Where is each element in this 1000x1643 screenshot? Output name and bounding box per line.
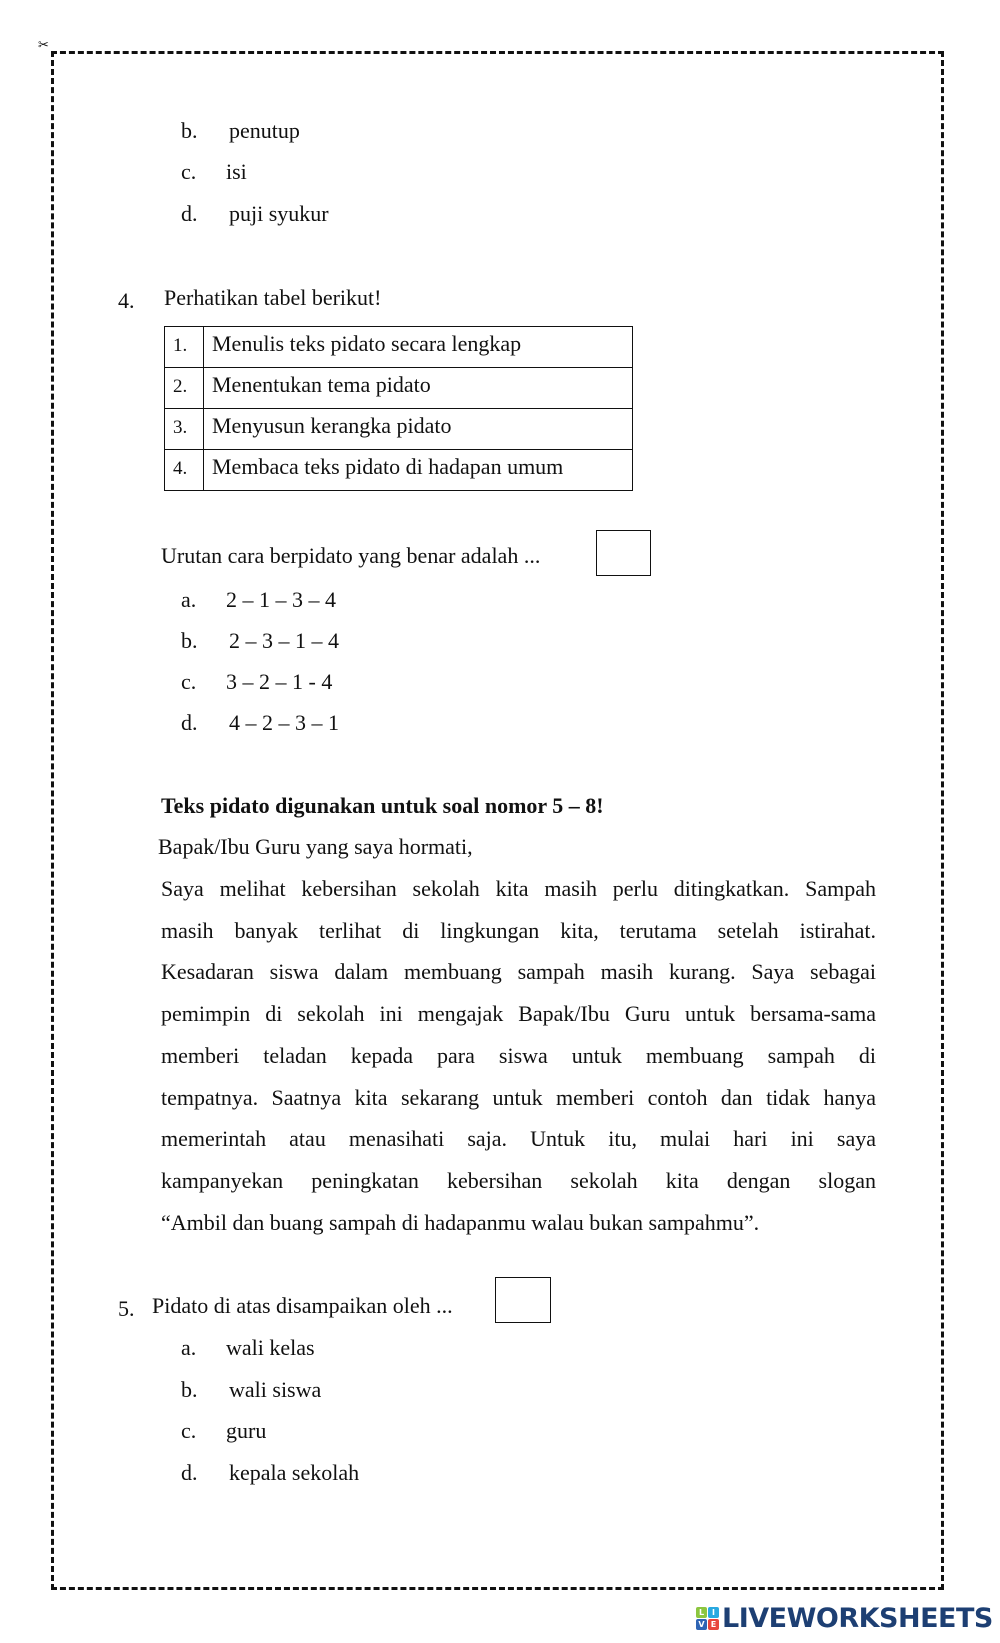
q5-option-d-text: kepala sekolah	[229, 1460, 360, 1485]
passage-line: Kesadaran siswa dalam membuang sampah masih kurang. Saya sebagai	[161, 959, 876, 985]
q4-number: 4.	[118, 288, 135, 313]
q3-option-b-text: penutup	[229, 118, 300, 143]
q4-option-c-text: 3 – 2 – 1 - 4	[226, 669, 333, 694]
step-number: 2.	[165, 368, 204, 409]
q5-option-c-text: guru	[226, 1418, 267, 1443]
q4-option-a-text: 2 – 1 – 3 – 4	[226, 587, 336, 612]
q3-option-d-text: puji syukur	[229, 201, 329, 226]
q4-prompt: Perhatikan tabel berikut!	[164, 285, 382, 310]
scissors-icon: ✂	[38, 37, 49, 52]
q5-option-a-text: wali kelas	[226, 1335, 315, 1360]
q4-answer-input[interactable]	[596, 530, 651, 576]
passage-line: kampanyekan peningkatan kebersihan sekolah kita dengan slogan	[161, 1167, 876, 1193]
q5-option-b-text: wali siswa	[229, 1377, 322, 1402]
q3-option-b-letter: b.	[181, 118, 198, 143]
table-row	[165, 368, 633, 409]
q3-option-c-letter: c.	[181, 159, 197, 184]
logo-tile: V	[696, 1619, 707, 1630]
step-text: Membaca teks pidato di hadapan umum	[204, 450, 633, 491]
q5-answer-input[interactable]	[495, 1277, 551, 1323]
q3-option-c-text: isi	[226, 159, 247, 184]
logo-tile: E	[708, 1619, 719, 1630]
passage-line: memberi teladan kepada para siswa untuk membuang sampah di	[161, 1042, 876, 1068]
q5-option-b-letter: b.	[181, 1377, 198, 1402]
q5-number: 5.	[118, 1296, 135, 1321]
logo-tile: I	[708, 1607, 719, 1618]
passage-line: Saya melihat kebersihan sekolah kita masih perlu ditingkatkan. Sampah	[161, 876, 876, 901]
step-text: Menyusun kerangka pidato	[204, 409, 633, 450]
q3-option-d-letter: d.	[181, 201, 198, 226]
q4-option-d-letter: d.	[181, 710, 198, 735]
step-number: 3.	[165, 409, 204, 450]
liveworksheets-logo	[696, 1605, 993, 1632]
passage-greeting: Bapak/Ibu Guru yang saya hormati,	[158, 834, 473, 859]
step-number: 4.	[165, 450, 204, 491]
passage-line: memerintah atau menasihati saja. Untuk itu, mulai hari ini saya	[161, 1126, 876, 1152]
logo-tiles-icon	[696, 1607, 719, 1630]
passage-line: tempatnya. Saatnya kita sekarang untuk memberi contoh dan tidak hanya	[161, 1084, 876, 1110]
q4-option-d-text: 4 – 2 – 3 – 1	[229, 710, 339, 735]
q5-question: Pidato di atas disampaikan oleh ...	[152, 1293, 453, 1318]
step-text: Menulis teks pidato secara lengkap	[204, 327, 633, 368]
steps-table	[164, 326, 633, 491]
logo-text: LIVEWORKSHEETS	[722, 1603, 993, 1634]
table-row	[165, 450, 633, 491]
step-number: 1.	[165, 327, 204, 368]
q4-option-b-letter: b.	[181, 628, 198, 653]
q5-option-a-letter: a.	[181, 1335, 197, 1360]
table-row	[165, 327, 633, 368]
q4-option-a-letter: a.	[181, 587, 197, 612]
q5-option-d-letter: d.	[181, 1460, 198, 1485]
step-text: Menentukan tema pidato	[204, 368, 633, 409]
logo-tile: L	[696, 1607, 707, 1618]
passage-line: pemimpin di sekolah ini mengajak Bapak/Ibu Guru untuk bersama-sama	[161, 1001, 876, 1027]
q4-question: Urutan cara berpidato yang benar adalah ...	[161, 543, 541, 568]
table-row	[165, 409, 633, 450]
passage-line: masih banyak terlihat di lingkungan kita, terutama setelah istirahat.	[161, 917, 876, 943]
passage-heading: Teks pidato digunakan untuk soal nomor 5 – 8!	[161, 793, 604, 818]
q4-option-b-text: 2 – 3 – 1 – 4	[229, 628, 339, 653]
q5-option-c-letter: c.	[181, 1418, 197, 1443]
passage-line: “Ambil dan buang sampah di hadapanmu walau bukan sampahmu”.	[161, 1209, 760, 1235]
q4-option-c-letter: c.	[181, 669, 197, 694]
